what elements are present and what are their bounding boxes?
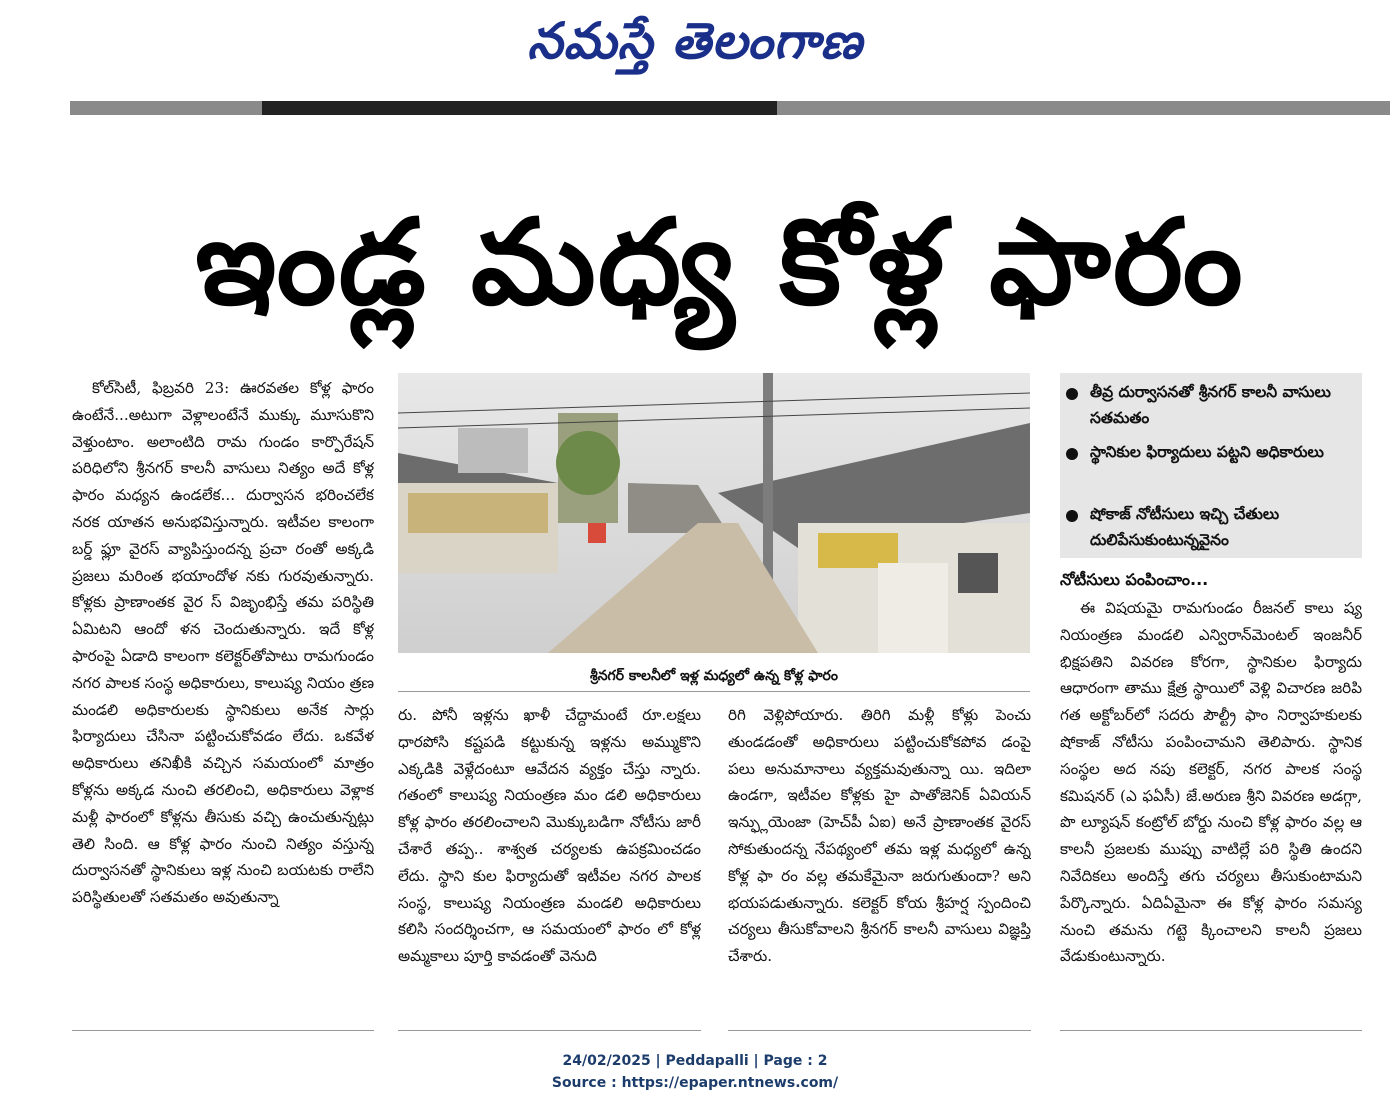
highlight-item: తీవ్ర దుర్వాసనతో శ్రీనగర్ కాలనీ వాసులు సతమతం [1060,379,1350,431]
column-rule [728,1030,1031,1031]
source-link[interactable]: Source : https://epaper.ntnews.com/ [551,1075,839,1091]
newspaper-logo: నమస్తే తెలంగాణ [527,12,863,70]
highlights-box [1060,373,1362,558]
subheading: నోటీసులు పంపించాం... [1060,570,1209,589]
caption-rule [398,691,1030,692]
article-photo [398,373,1030,653]
highlight-item: షోకాజ్ నోటీసులు ఇచ్చి చేతులు దులిపేసుకుంటున్నవైనం [1060,501,1350,553]
highlight-item: స్థానికుల ఫిర్యాదులు పట్టని అధికారులు [1060,439,1350,491]
article-text: ఈ విషయమై రామగుండం రీజనల్ కాలు ష్య నియంత్రణ మండలి ఎన్విరాన్‌మెంటల్ ఇంజనీర్ భిక్షపతిని వివరణ కోరగా, స్థానికుల ఫిర్యాదు ఆధారంగా తాము క్షేత్ర స్థాయిలో వెళ్లి విచారణ జరిపి గత అక్టోబర్‌లో సదరు పౌల్ట్రీ ఫాం నిర్వాహకులకు షోకాజ్ నోటీసు పంపించామని తెలిపారు. స్థానిక సంస్థల అద నపు కలెక్టర్, నగర పాలక సంస్థ కమిషనర్ (ఎ ఫఏసీ) జే.అరుణ శ్రీని వివరణ అడగ్గా, పొ ల్యూషన్ కంట్రోల్ బోర్డు నుంచి కోళ్ల ఫారం వల్ల ఆ కాలనీ ప్రజలకు ముప్పు వాటిల్లే పరి స్థితి ఉందని నివేదికలు అందిస్తే తగు చర్యలు తీసుకుంటామని పేర్కొన్నారు. ఏదిఏమైనా ఈ కోళ్ల ఫారం సమస్య నుంచి తమను గట్టె క్కించాలని కాలనీ ప్రజలు వేడుకుంటున్నారు. [1060,599,1362,966]
bullet-icon [1066,388,1078,400]
article-text: రిగి వెళ్లిపోయారు. తిరిగి మళ్లీ కోళ్లు పెంచు తుండడంతో అధికారులు పట్టించుకోకపోవ డంపై పలు అనుమానాలు వ్యక్తమవుతున్నా యి. ఇదిలా ఉండగా, ఇటీవల కోళ్లకు హై పాతోజెనిక్ ఏవియన్ ఇన్ఫ్లుయెంజా (హెచ్‌పీ ఏఐ) అనే ప్రాణాంతక వైరస్ సోకుతుందన్న నేపథ్యంలో తమ ఇళ్ల మధ్యలో ఉన్న కోళ్ల ఫా రం వల్ల తమకేమైనా జరుగుతుందా? అని భయపడుతున్నారు. కలెక్టర్ కోయ శ్రీహర్ష స్పందించి చర్యలు తీసుకోవాలని శ్రీనగర్ కాలనీ వాసులు విజ్ఞప్తి చేశారు. [728,706,1031,966]
bullet-icon [1066,448,1078,460]
photo-caption: శ్రీనగర్ కాలనీలో ఇళ్ల మధ్యలో ఉన్న కోళ్ల ఫారం [590,668,838,684]
column-rule [398,1030,701,1031]
article-text: రు. పోనీ ఇళ్లను ఖాళీ చేద్దామంటే రూ.లక్షలు ధారపోసి కష్టపడి కట్టుకున్న ఇళ్లను అమ్ముకొని ఎక్కడికి వెళ్లేదంటూ ఆవేదన వ్యక్తం చేస్తు న్నారు. గతంలో కాలుష్య నియంత్రణ మం డలి అధికారులు కోళ్ల ఫారం తరలించాలని మొక్కుబడిగా నోటీసు జారీ చేశారే తప్ప.. శాశ్వత చర్యలకు ఉపక్రమించడం లేదు. స్థాని కుల ఫిర్యాదుతో ఇటీవల నగర పాలక సంస్థ, కాలుష్య నియంత్రణ మండలి అధికారులు కలిసి సందర్శించగా, ఆ సమయంలో ఫారం లో కోళ్ల అమ్మకాలు పూర్తి కావడంతో వెనుది [398,706,701,966]
article-column-1 [72,375,374,1030]
article-column-3 [728,702,1031,1027]
article-text: కోల్‌సిటీ, ఫిబ్రవరి 23: ఊరవతల కోళ్ల ఫారం ఉంటేనే...అటుగా వెళ్లాలంటేనే ముక్కు మూసుకొని వెళ్తుంటాం. అలాంటిది రామ గుండం కార్పొరేషన్ పరిధిలోని శ్రీనగర్ కాలనీ వాసులు నిత్యం అదే కోళ్ల ఫారం మధ్యన ఉండలేక... దుర్వాసన భరించలేక నరక యాతన అనుభవిస్తున్నారు. ఇటీవల కాలంగా బర్డ్ ఫ్లూ వైరస్ వ్యాపిస్తుందన్న ప్రచా రంతో అక్కడి ప్రజలు మరింత భయాందోళ నకు గురవుతున్నారు. కోళ్లకు ప్రాణాంతక వైర స్ విజృంభిస్తే తమ పరిస్థితి ఏమిటని ఆందో ళన చెందుతున్నారు. ఇదే కోళ్ల ఫారంపై ఏడాది కాలంగా కలెక్టర్‌తోపాటు రామగుండం నగర పాలక సంస్థ అధికారులు, కాలుష్య నియం త్రణ మండలి అధికారులకు స్థానికులు అనేక సార్లు ఫిర్యాదులు చేసినా పట్టించుకోవడం లేదు. ఒకవేళ అధికారులు తనిఖీకి వచ్చిన సమయంలో మాత్రం కోళ్లను అక్కడ నుంచి తరలించి, అధికారులు వెళ్లాక మళ్లీ ఫారంలో కోళ్లను తీసుకు వచ్చి ఉంచుతున్నట్లు తెలి సింది. ఆ కోళ్ల ఫారం నుంచి నిత్యం వస్తున్న దుర్వాసనతో స్థానికులు ఇళ్ల నుంచి బయటకు రాలేని పరిస్థితులతో సతమతం అవుతున్నా [72,379,374,907]
article-column-4 [1060,595,1362,1027]
page-footer [0,1050,1390,1094]
column-rule [72,1030,374,1031]
poultry-farm-photo [398,373,1030,653]
header-rule-accent [262,101,777,115]
headline: ఇండ్ల మధ్య కోళ్ల ఫారం [195,193,1245,331]
article-column-2 [398,702,701,1027]
bullet-icon [1066,510,1078,522]
masthead [0,0,1390,80]
edition-info: 24/02/2025 | Peddapalli | Page : 2 [562,1053,828,1069]
column-rule [1060,1030,1362,1031]
